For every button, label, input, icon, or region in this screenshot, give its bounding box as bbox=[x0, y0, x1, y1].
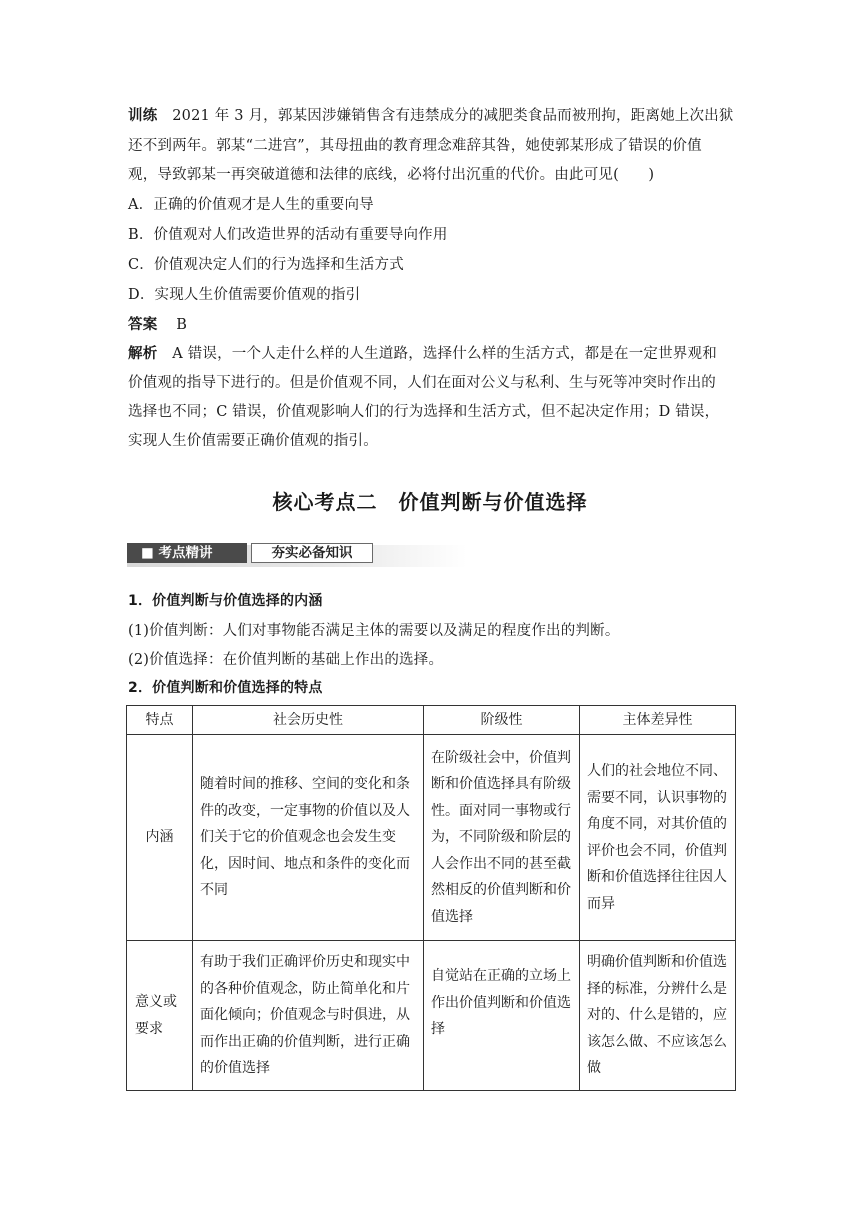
analysis-text-1: A 错误，一个人走什么样的人生道路，选择什么样的生活方式，都是在一定世界观和 bbox=[172, 346, 717, 362]
table-cell: 明确价值判断和价值选择的标准，分辨什么是对的、什么是错的，应该怎么做、不应该怎么做 bbox=[580, 941, 736, 1091]
table-cell: 有助于我们正确评价历史和现实中的各种价值观念，防止简单化和片面化倾向；价值观念与时俱进，从而作出正确的价值判断，进行正确的价值选择 bbox=[193, 941, 424, 1091]
banner-key-points: ■ 考点精讲 bbox=[127, 543, 247, 563]
answer-label: 答案 bbox=[128, 316, 158, 333]
table-row bbox=[127, 735, 736, 941]
analysis-line-4: 实现人生价值需要正确价值观的指引。 bbox=[128, 433, 378, 449]
option-c: C．价值观决定人们的行为选择和生活方式 bbox=[128, 257, 404, 273]
content-heading-1: 1．价值判断与价值选择的内涵 bbox=[128, 593, 323, 609]
row-label: 意义或要求 bbox=[127, 941, 193, 1091]
table-header-cell: 阶级性 bbox=[424, 706, 580, 735]
table-header-cell: 社会历史性 bbox=[193, 706, 424, 735]
table-cell: 在阶级社会中，价值判断和价值选择具有阶级性。面对同一事物或行为，不同阶级和阶层的人会作出不同的甚至截然相反的价值判断和价值选择 bbox=[424, 735, 580, 941]
table-header-cell: 特点 bbox=[127, 706, 193, 735]
analysis-line-1 bbox=[128, 342, 717, 363]
answer-value: B bbox=[176, 317, 188, 333]
analysis-line-3: 选择也不同；C 错误，价值观影响人们的行为选择和生活方式，但不起决定作用；D 错误， bbox=[128, 404, 720, 420]
content-heading-2: 2．价值判断和价值选择的特点 bbox=[128, 680, 323, 696]
table-cell: 随着时间的推移、空间的变化和条件的改变，一定事物的价值以及人们关于它的价值观念也会发生变化，因时间、地点和条件的变化而不同 bbox=[193, 735, 424, 941]
analysis-line-2: 价值观的指导下进行的。但是价值观不同，人们在面对公义与私利、生与死等冲突时作出的 bbox=[128, 375, 716, 391]
content-paragraph-2: (2)价值选择：在价值判断的基础上作出的选择。 bbox=[128, 652, 444, 668]
exercise-line-2: 还不到两年。郭某“二进宫”，其母扭曲的教育理念难辞其咎，她使郭某形成了错误的价值 bbox=[128, 138, 702, 154]
option-b: B．价值观对人们改造世界的活动有重要导向作用 bbox=[128, 227, 448, 243]
table-header-row bbox=[127, 706, 736, 735]
section-banner bbox=[127, 541, 467, 571]
table-header-cell: 主体差异性 bbox=[580, 706, 736, 735]
exercise-label: 训练 bbox=[128, 107, 158, 124]
content-paragraph-1: (1)价值判断：人们对事物能否满足主体的需要以及满足的程度作出的判断。 bbox=[128, 623, 620, 639]
table-cell: 人们的社会地位不同、需要不同，认识事物的角度不同，对其价值的评价也会不同，价值判断和价值选择往往因人而异 bbox=[580, 735, 736, 941]
banner-knowledge: 夯实必备知识 bbox=[251, 543, 373, 563]
features-table bbox=[126, 705, 736, 1091]
answer-line bbox=[128, 313, 187, 334]
exercise-text-1: 2021 年 3 月，郭某因涉嫌销售含有违禁成分的减肥类食品而被刑拘，距离她上次出狱 bbox=[172, 108, 734, 124]
exercise-line-3: 观，导致郭某一再突破道德和法律的底线，必将付出沉重的代价。由此可见( ) bbox=[128, 167, 655, 183]
table-cell: 自觉站在正确的立场上作出价值判断和价值选择 bbox=[424, 941, 580, 1091]
row-label: 内涵 bbox=[127, 735, 193, 941]
analysis-label: 解析 bbox=[128, 345, 158, 362]
table-row bbox=[127, 941, 736, 1091]
exercise-line-1 bbox=[128, 104, 734, 125]
section-title: 核心考点二 价值判断与价值选择 bbox=[272, 490, 588, 514]
option-d: D．实现人生价值需要价值观的指引 bbox=[128, 287, 361, 303]
option-a: A．正确的价值观才是人生的重要向导 bbox=[128, 197, 374, 213]
